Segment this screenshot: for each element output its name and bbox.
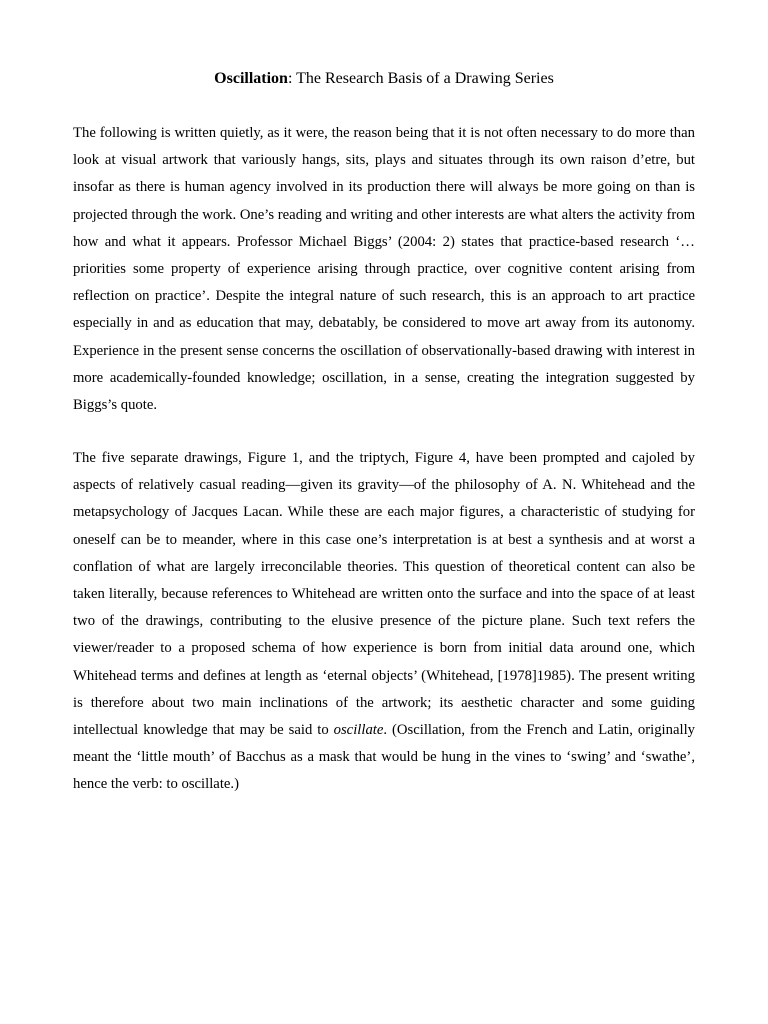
paragraph-2-italic-word: oscillate (333, 722, 384, 739)
document-title (0, 68, 768, 90)
title-rest: : The Research Basis of a Drawing Series (287, 70, 554, 87)
paragraph-2-text-end: . (Oscillation, from the French and Latin, originally meant the ‘little mouth’ of Bacchus as a mask that would be hung in the vines to ‘swing’ and ‘swathe’, hence the verb: to oscillate.) (73, 722, 696, 793)
paragraph-2 (73, 445, 695, 799)
paragraph-2-text-start: The five separate drawings, Figure 1, and the triptych, Figure 4, have been prompted and cajoled by aspects of relatively casual reading—given its gravity—of the philosophy of A. N. Whitehead and the metapsychology of Jacques Lacan. While these are each major figures, a characteristic of studying for oneself can be to meander, where in this case one’s interpretation is at best a synthesis and at worst a conflation of what are largely irreconcilable theories. This question of theoretical content can also be taken literally, because references to Whitehead are written onto the surface and into the space of at least two of the drawings, contributing to the elusive presence of the picture plane. Such text refers the viewer/reader to a proposed schema of how experience is born from initial data around one, which Whitehead terms and defines at length as ‘eternal objects’ (Whitehead, [1978]1985). The present writing is therefore about two main inclinations of the artwork; its aesthetic character and some guiding intellectual knowledge that may be said to (73, 450, 695, 739)
paragraph-1: The following is written quietly, as it were, the reason being that it is not often necessary to do more than look at visual artwork that variously hangs, sits, plays and situates through its own raison d’etre, but insofar as there is human agency involved in its production there will always be more going on than is projected through the work. One’s reading and writing and other interests are what alters the activity from how and what it appears. Professor Michael Biggs’ (2004: 2) states that practice-based research ‘…priorities some property of experience arising through practice, over cognitive content arising from reflection on practice’. Despite the integral nature of such research, this is an approach to art practice especially in and as education that may, debatably, be considered to move art away from its autonomy. Experience in the present sense concerns the oscillation of observationally-based drawing with interest in more academically-founded knowledge; oscillation, in a sense, creating the integration suggested by Biggs’s quote. (73, 125, 695, 414)
title-bold-part: Oscillation (214, 70, 288, 87)
